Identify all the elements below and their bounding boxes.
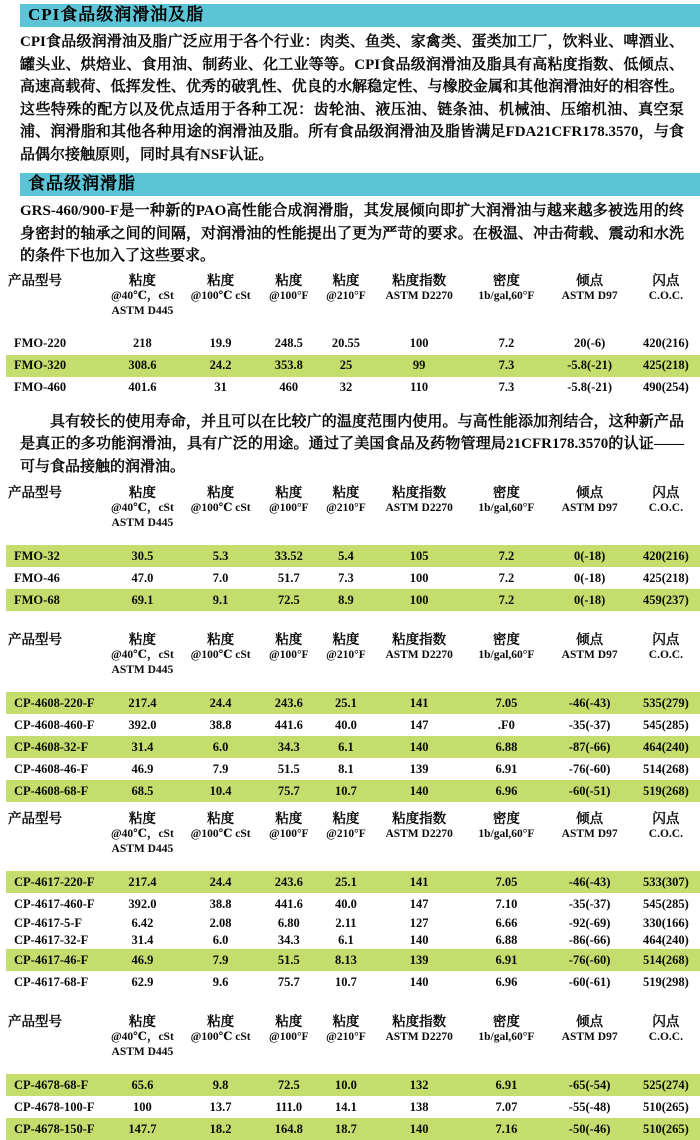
value-cell: 147	[409, 896, 429, 911]
table-row	[6, 692, 700, 714]
value-cell: 510(265)	[642, 1099, 689, 1114]
value-cell: 8.13	[319, 949, 373, 971]
column-header: 闪点 C.O.C.	[648, 272, 683, 302]
value-cell: 7.07	[495, 1099, 518, 1114]
column-header: 粘度 @210°F	[326, 811, 366, 840]
value-cell: 545(285)	[642, 717, 689, 732]
product-spec-table	[6, 484, 700, 611]
column-header: 粘度 @100°F	[269, 811, 309, 840]
column-header-product: 产品型号	[8, 272, 62, 288]
value-cell: 72.5	[259, 1074, 319, 1096]
value-cell: 243.6	[259, 692, 319, 714]
cp4608-table	[6, 631, 700, 802]
value-cell: 100	[133, 1099, 152, 1114]
fmo-oil-table-2	[6, 484, 700, 611]
value-cell: -60(-61)	[568, 974, 611, 989]
value-cell: 20(-6)	[574, 336, 606, 350]
value-cell: 6.42	[131, 916, 154, 930]
column-header: 粘度 @40℃，cSt ASTM D445	[110, 632, 174, 676]
column-header-product: 产品型号	[8, 485, 62, 500]
value-cell: 38.8	[209, 717, 232, 732]
value-cell: -46(-43)	[548, 871, 632, 893]
column-header: 粘度 @100°F	[269, 632, 309, 661]
value-cell: 7.2	[465, 545, 547, 567]
value-cell: 100	[373, 589, 465, 611]
product-model-cell: CP-4617-32-F	[14, 933, 89, 947]
value-cell: 353.8	[259, 355, 319, 377]
value-cell: -76(-60)	[568, 761, 611, 776]
value-cell: 510(265)	[632, 1118, 700, 1140]
value-cell: 6.0	[182, 736, 258, 758]
column-header: 粘度 @210°F	[326, 272, 366, 302]
value-cell: -5.8(-21)	[567, 380, 613, 394]
value-cell: 7.3	[338, 570, 354, 585]
value-cell: 0(-18)	[574, 570, 606, 585]
column-header: 倾点 ASTM D97	[561, 485, 618, 514]
value-cell: 138	[409, 1099, 429, 1114]
value-cell: 32	[339, 380, 353, 394]
table-row	[6, 545, 700, 567]
value-cell: 132	[373, 1074, 465, 1096]
value-cell: 31.4	[131, 933, 154, 947]
value-cell: -5.8(-21)	[548, 355, 632, 377]
value-cell: 514(268)	[632, 949, 700, 971]
value-cell: 7.9	[182, 949, 258, 971]
value-cell: 25	[319, 355, 373, 377]
table-row	[6, 567, 700, 589]
value-cell: 7.10	[495, 896, 518, 911]
value-cell: 46.9	[102, 949, 182, 971]
column-header: 粘度 @100℃ cSt	[190, 485, 251, 514]
table-row	[6, 333, 700, 355]
product-model-cell: CP-4608-32-F	[6, 736, 102, 758]
column-header: 粘度 @210°F	[326, 1014, 366, 1043]
value-cell: 7.0	[212, 570, 229, 585]
value-cell: 75.7	[259, 780, 319, 802]
value-cell: -87(-66)	[548, 736, 632, 758]
value-cell: 441.6	[274, 896, 303, 911]
value-cell: 100	[409, 570, 429, 585]
value-cell: 6.91	[465, 949, 547, 971]
value-cell: 38.8	[209, 896, 232, 911]
value-cell: 9.1	[182, 589, 258, 611]
column-header: 粘度 @40℃，cSt ASTM D445	[110, 811, 174, 855]
section2-paragraph: GRS-460/900-F是一种新的PAO高性能合成润滑脂，其发展倾向即扩大润滑油与越来越多被选用的终身密封的轴承之间的间隔，对润滑油的性能提出了更为严苛的要求。在极温、冲击荷载、震动和水洗的条件下也加入了这些要求。	[20, 203, 684, 264]
value-cell: 34.3	[259, 736, 319, 758]
value-cell: 514(268)	[642, 761, 689, 776]
value-cell: 40.0	[335, 717, 357, 732]
value-cell: 10.4	[182, 780, 258, 802]
value-cell: 140	[373, 736, 465, 758]
value-cell: 69.1	[102, 589, 182, 611]
value-cell: 14.1	[335, 1099, 357, 1114]
value-cell: 99	[373, 355, 465, 377]
value-cell: 40.0	[335, 896, 357, 911]
value-cell: 19.9	[209, 336, 232, 350]
value-cell: 7.05	[465, 871, 547, 893]
value-cell: 18.2	[182, 1118, 258, 1140]
value-cell: 425(218)	[632, 355, 700, 377]
value-cell: 164.8	[259, 1118, 319, 1140]
value-cell: 140	[373, 1118, 465, 1140]
value-cell: 519(298)	[642, 974, 689, 989]
value-cell: 459(237)	[632, 589, 700, 611]
value-cell: -55(-48)	[568, 1099, 611, 1114]
table-row	[6, 871, 700, 893]
column-header: 闪点 C.O.C.	[648, 1014, 683, 1043]
value-cell: 460	[279, 380, 299, 394]
value-cell: 425(218)	[642, 570, 689, 585]
value-cell: 2.08	[209, 916, 232, 930]
value-cell: 7.3	[498, 380, 515, 394]
value-cell: 31.4	[102, 736, 182, 758]
value-cell: 2.11	[335, 916, 357, 930]
column-header: 粘度指数 ASTM D2270	[385, 485, 453, 514]
product-model-cell: CP-4678-150-F	[6, 1118, 102, 1140]
section2-title: 食品级润滑脂	[28, 174, 136, 193]
value-cell: 5.4	[319, 545, 373, 567]
table-header-row	[6, 631, 700, 692]
column-header: 粘度 @210°F	[326, 632, 366, 661]
column-header: 粘度 @100℃ cSt	[190, 632, 251, 661]
product-model-cell: FMO-220	[14, 336, 67, 350]
value-cell: 110	[410, 380, 429, 394]
product-model-cell: CP-4608-68-F	[6, 780, 102, 802]
value-cell: 25.1	[319, 871, 373, 893]
column-header: 粘度指数 ASTM D2270	[385, 811, 453, 840]
column-header: 闪点 C.O.C.	[648, 811, 683, 840]
value-cell: 420(216)	[632, 545, 700, 567]
section2-paragraph2: 具有较长的使用寿命，并且可以在比较广的温度范围内使用。与高性能添加剂结合，这种新产品是真正的多功能润滑油，具有广泛的用途。通过了美国食品及药物管理局21CFR178.3570的认证——可与食品接触的润滑油。	[20, 413, 684, 475]
table-row	[6, 893, 700, 915]
value-cell: 46.9	[131, 761, 154, 776]
column-header: 密度 1b/gal,60°F	[478, 485, 535, 514]
product-model-cell: CP-4617-46-F	[6, 949, 102, 971]
product-model-cell: FMO-32	[6, 545, 102, 567]
value-cell: 6.1	[319, 736, 373, 758]
value-cell: 47.0	[131, 570, 154, 585]
value-cell: 490(254)	[642, 380, 689, 394]
column-header: 密度 1b/gal,60°F	[478, 1014, 535, 1043]
value-cell: 401.6	[128, 380, 157, 394]
value-cell: 217.4	[102, 692, 182, 714]
value-cell: 533(307)	[632, 871, 700, 893]
value-cell: -50(-46)	[548, 1118, 632, 1140]
product-model-cell: CP-4617-460-F	[14, 896, 95, 911]
value-cell: 218	[133, 336, 152, 350]
column-header: 粘度 @100°F	[269, 1014, 309, 1043]
table-row	[6, 377, 700, 399]
value-cell: -92(-69)	[568, 916, 611, 930]
value-cell: 139	[373, 949, 465, 971]
value-cell: 0(-18)	[548, 545, 632, 567]
column-header: 粘度 @100℃ cSt	[190, 811, 251, 840]
column-header: 密度 1b/gal,60°F	[478, 632, 535, 661]
table-row	[6, 589, 700, 611]
table-row	[6, 355, 700, 377]
value-cell: 441.6	[274, 717, 303, 732]
section1-title-bar	[20, 4, 700, 27]
value-cell: -60(-51)	[548, 780, 632, 802]
product-spec-table	[6, 631, 700, 802]
cp4617-table	[6, 810, 700, 993]
value-cell: 24.2	[182, 355, 258, 377]
value-cell: 24.4	[182, 871, 258, 893]
product-model-cell: CP-4617-5-F	[14, 916, 83, 930]
value-cell: 6.88	[465, 736, 547, 758]
column-header: 粘度 @100°F	[269, 272, 309, 302]
column-header-product: 产品型号	[8, 632, 62, 647]
product-model-cell: CP-4608-46-F	[14, 761, 89, 776]
value-cell: 127	[409, 916, 429, 930]
value-cell: -35(-37)	[568, 717, 611, 732]
value-cell: 217.4	[102, 871, 182, 893]
table-row	[6, 1074, 700, 1096]
column-header: 粘度指数 ASTM D2270	[385, 1014, 453, 1043]
product-spec-table	[6, 810, 700, 993]
column-header: 倾点 ASTM D97	[561, 1014, 618, 1043]
value-cell: 141	[373, 871, 465, 893]
value-cell: 62.9	[131, 974, 154, 989]
value-cell: 34.3	[277, 933, 300, 947]
column-header: 粘度 @100℃ cSt	[190, 1014, 251, 1043]
product-model-cell: CP-4678-68-F	[6, 1074, 102, 1096]
column-header: 粘度指数 ASTM D2270	[385, 272, 453, 302]
value-cell: 7.3	[465, 355, 547, 377]
value-cell: 7.2	[465, 589, 547, 611]
table-row	[6, 1118, 700, 1140]
value-cell: 31	[214, 380, 227, 394]
value-cell: -76(-60)	[548, 949, 632, 971]
column-header: 倾点 ASTM D97	[561, 811, 618, 840]
value-cell: 8.1	[338, 761, 354, 776]
table-row	[6, 1096, 700, 1118]
value-cell: 100	[409, 336, 429, 350]
table-header-row	[6, 484, 700, 545]
value-cell: 30.5	[102, 545, 182, 567]
value-cell: 6.80	[277, 916, 300, 930]
value-cell: 330(166)	[642, 916, 689, 930]
value-cell: 7.2	[498, 570, 515, 585]
column-header-product: 产品型号	[8, 811, 62, 826]
cp4678-table	[6, 1013, 700, 1140]
product-model-cell: CP-4608-460-F	[14, 717, 95, 732]
value-cell: 33.52	[259, 545, 319, 567]
value-cell: -86(-66)	[568, 933, 611, 947]
value-cell: 10.7	[319, 780, 373, 802]
value-cell: 6.1	[338, 933, 354, 947]
value-cell: 392.0	[128, 896, 157, 911]
value-cell: 20.55	[331, 336, 360, 350]
value-cell: 139	[409, 761, 429, 776]
column-header: 粘度 @40℃，cSt ASTM D445	[110, 1014, 174, 1058]
product-model-cell: FMO-68	[6, 589, 102, 611]
column-header: 倾点 ASTM D97	[561, 272, 618, 302]
value-cell: 525(274)	[632, 1074, 700, 1096]
table-row	[6, 949, 700, 971]
column-header: 倾点 ASTM D97	[561, 632, 618, 661]
value-cell: 147	[409, 717, 429, 732]
column-header: 密度 1b/gal,60°F	[478, 272, 535, 302]
value-cell: 6.96	[495, 974, 518, 989]
document-page	[0, 4, 700, 1138]
value-cell: 105	[373, 545, 465, 567]
value-cell: 111.0	[275, 1099, 303, 1114]
product-spec-table	[6, 272, 700, 399]
value-cell: 75.7	[277, 974, 300, 989]
value-cell: 141	[373, 692, 465, 714]
table-row	[6, 714, 700, 736]
column-header: 粘度 @40℃，cSt ASTM D445	[110, 485, 174, 529]
value-cell: 7.9	[212, 761, 229, 776]
value-cell: -35(-37)	[568, 896, 611, 911]
value-cell: 18.7	[319, 1118, 373, 1140]
value-cell: 519(268)	[632, 780, 700, 802]
table-row	[6, 932, 700, 949]
value-cell: .F0	[497, 717, 515, 732]
column-header: 密度 1b/gal,60°F	[478, 811, 535, 840]
value-cell: 68.5	[102, 780, 182, 802]
value-cell: 545(285)	[642, 896, 689, 911]
value-cell: 51.5	[277, 761, 300, 776]
value-cell: 9.6	[212, 974, 229, 989]
value-cell: 6.88	[495, 933, 518, 947]
product-model-cell: CP-4678-100-F	[14, 1099, 95, 1114]
table-row	[6, 780, 700, 802]
value-cell: 51.5	[259, 949, 319, 971]
product-model-cell: CP-4617-220-F	[6, 871, 102, 893]
value-cell: 51.7	[277, 570, 300, 585]
value-cell: 24.4	[182, 692, 258, 714]
value-cell: 25.1	[319, 692, 373, 714]
fmo-oil-table-1	[6, 272, 700, 399]
table-header-row	[6, 272, 700, 333]
product-model-cell: CP-4617-68-F	[14, 974, 89, 989]
value-cell: 243.6	[259, 871, 319, 893]
table-row	[6, 736, 700, 758]
value-cell: 7.16	[465, 1118, 547, 1140]
section1-paragraph: CPI食品级润滑油及脂广泛应用于各个行业：肉类、鱼类、家禽类、蛋类加工厂，饮料业、啤酒业、罐头业、烘焙业、食用油、制药业、化工业等等。CPI食品级润滑油及脂具有高粘度指数、低倾点、高速高载荷、低挥发性、优秀的破乳性、优良的水解稳定性、与橡胶金属和其他润滑油好的相容性。这些特殊的配方以及优点适用于各种工况：齿轮油、液压油、链条油、机械油、压缩机油、真空泵浦、润滑脂和其他各种用途的润滑油及脂。所有食品级润滑油及脂皆满足FDA21CFR178.3570，与食品偶尔接触原则，同时具有NSF认证。	[20, 34, 684, 163]
value-cell: 5.3	[182, 545, 258, 567]
value-cell: 140	[409, 933, 429, 947]
value-cell: 392.0	[128, 717, 157, 732]
table-row	[6, 758, 700, 780]
value-cell: 6.96	[465, 780, 547, 802]
value-cell: 464(240)	[642, 933, 689, 947]
value-cell: 72.5	[259, 589, 319, 611]
product-spec-table	[6, 1013, 700, 1140]
value-cell: 420(216)	[642, 336, 689, 350]
value-cell: 6.0	[212, 933, 229, 947]
column-header: 粘度 @100℃ cSt	[190, 272, 251, 302]
table-row	[6, 915, 700, 932]
table-row	[6, 971, 700, 993]
product-model-cell: FMO-320	[6, 355, 102, 377]
product-model-cell: CP-4608-220-F	[6, 692, 102, 714]
value-cell: 7.05	[465, 692, 547, 714]
table-header-row	[6, 810, 700, 871]
section1-title: CPI食品级润滑油及脂	[28, 5, 205, 24]
value-cell: 9.8	[182, 1074, 258, 1096]
column-header: 粘度 @210°F	[326, 485, 366, 514]
value-cell: 10.7	[335, 974, 357, 989]
value-cell: 65.6	[102, 1074, 182, 1096]
value-cell: 248.5	[274, 336, 303, 350]
value-cell: 13.7	[209, 1099, 232, 1114]
value-cell: 535(279)	[632, 692, 700, 714]
column-header: 粘度 @40℃，cSt ASTM D445	[110, 272, 174, 317]
value-cell: 147.7	[102, 1118, 182, 1140]
value-cell: -65(-54)	[548, 1074, 632, 1096]
value-cell: 464(240)	[632, 736, 700, 758]
column-header: 闪点 C.O.C.	[648, 632, 683, 661]
column-header: 粘度 @100°F	[269, 485, 309, 514]
product-model-cell: FMO-46	[14, 570, 60, 585]
product-model-cell: FMO-460	[14, 380, 67, 394]
value-cell: 308.6	[102, 355, 182, 377]
column-header: 闪点 C.O.C.	[648, 485, 683, 514]
value-cell: 8.9	[319, 589, 373, 611]
value-cell: 7.2	[498, 336, 515, 350]
value-cell: 10.0	[319, 1074, 373, 1096]
value-cell: 6.66	[495, 916, 518, 930]
value-cell: 6.91	[465, 1074, 547, 1096]
value-cell: 140	[373, 780, 465, 802]
section2-title-bar	[20, 173, 700, 196]
value-cell: 0(-18)	[548, 589, 632, 611]
column-header-product: 产品型号	[8, 1014, 62, 1029]
value-cell: -46(-43)	[548, 692, 632, 714]
column-header: 粘度指数 ASTM D2270	[385, 632, 453, 661]
table-header-row	[6, 1013, 700, 1074]
value-cell: 140	[409, 974, 429, 989]
value-cell: 6.91	[495, 761, 518, 776]
